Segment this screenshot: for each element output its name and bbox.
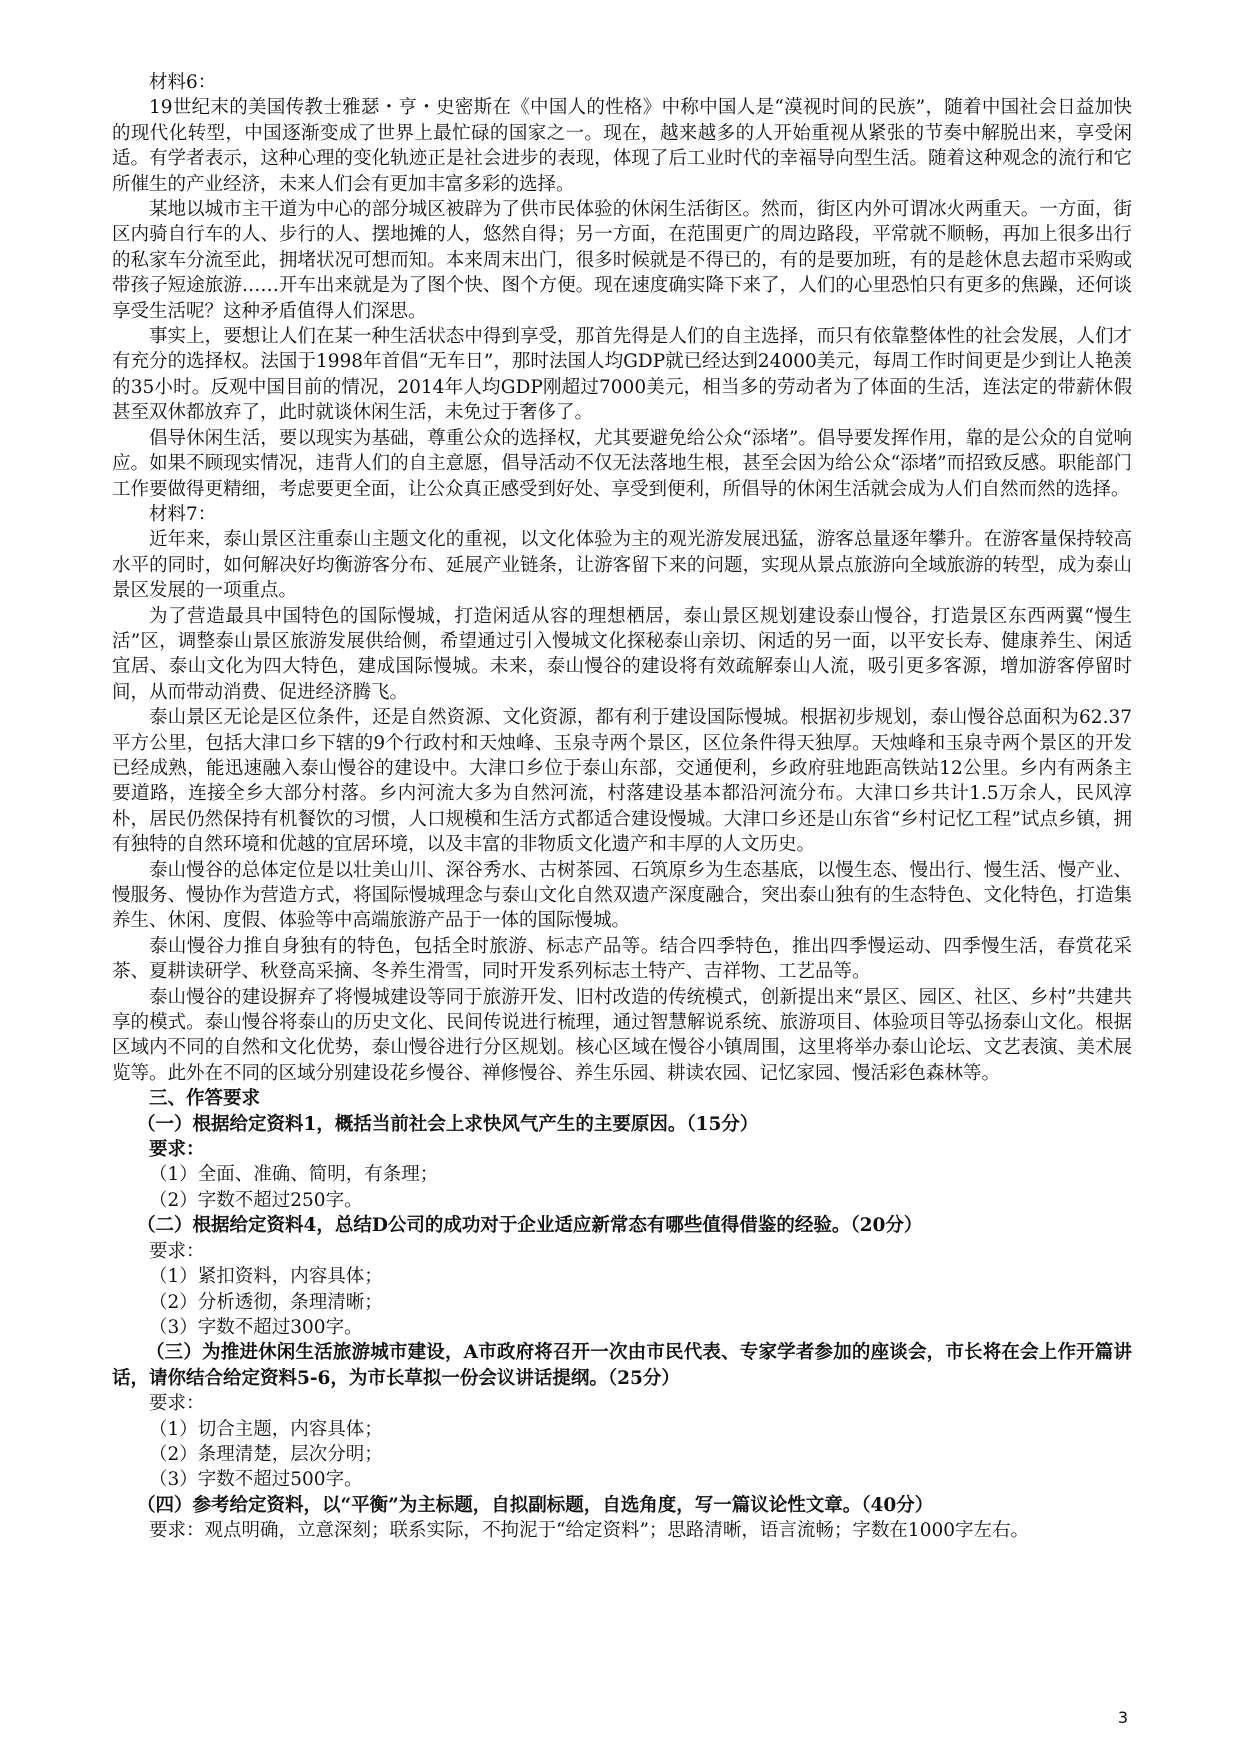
material-7-paragraph: 泰山慢谷的总体定位是以壮美山川、深谷秀水、古树茶园、石筑原乡为生态基底，以慢生态、慢出行、慢生活、慢产业、慢服务、慢协作为营造方式，将国际慢城理念与泰山文化自然双遗产深度融合，突出泰山独有的生态特色、文化特色，打造集养生、休闲、度假、体验等中高端旅游产品于一体的国际慢城。 xyxy=(112,859,1132,932)
document-body xyxy=(112,70,1132,1544)
requirement-item: （1）紧扣资料，内容具体； xyxy=(149,1266,383,1288)
question-2: （二）根据给定资料4，总结D公司的成功对于企业适应新常态有哪些值得借鉴的经验。（20分） xyxy=(137,1215,923,1237)
requirement-item: （2）条理清楚，层次分明； xyxy=(149,1443,383,1465)
material-6-paragraph: 某地以城市主干道为中心的部分城区被辟为了供市民体验的休闲生活街区。然而，街区内外可谓冰火两重天。一方面，街区内骑自行车的人、步行的人、摆地摊的人，悠然自得；另一方面，在范围更广的周边路段，平常就不顺畅，再加上很多出行的私家车分流至此，拥堵状况可想而知。本来周末出门，很多时候就是不得已的，有的是要加班，有的是趁休息去超市采购或带孩子短途旅游……开车出来就是为了图个快、图个方便。现在速度确实降下来了，人们的心里恐怕只有更多的焦躁，还何谈享受生活呢？这种矛盾值得人们深思。 xyxy=(112,199,1132,322)
material-6-paragraph: 倡导休闲生活，要以现实为基础，尊重公众的选择权，尤其要避免给公众“添堵”。倡导要发挥作用，靠的是公众的自觉响应。如果不顾现实情况，违背人们的自主意愿，倡导活动不仅无法落地生根，甚至会因为给公众“添堵”而招致反感。职能部门工作要做得更精细，考虑要更全面，让公众真正感受到好处、享受到便利，所倡导的休闲生活就会成为人们自然而然的选择。 xyxy=(112,427,1132,500)
question-2-requirements-label: 要求： xyxy=(149,1240,205,1262)
requirement-item: （3）字数不超过300字。 xyxy=(149,1316,363,1338)
question-4-requirements: 要求：观点明确，立意深刻；联系实际，不拘泥于“给定资料”；思路清晰，语言流畅；字数在1000字左右。 xyxy=(149,1520,1030,1542)
requirement-item: （2）字数不超过250字。 xyxy=(149,1189,363,1211)
question-1-requirements-label: 要求： xyxy=(149,1139,205,1161)
material-7-title: 材料7： xyxy=(149,503,217,525)
question-4: （四）参考给定资料，以“平衡”为主标题，自拟副标题，自选角度，写一篇议论性文章。（40分） xyxy=(137,1494,934,1516)
requirement-item: （3）字数不超过500字。 xyxy=(149,1469,363,1491)
material-7-paragraph: 泰山慢谷力推自身独有的特色，包括全时旅游、标志产品等。结合四季特色，推出四季慢运动、四季慢生活，春赏花采茶、夏耕读研学、秋登高采摘、冬养生滑雪，同时开发系列标志土特产、吉祥物、工艺品等。 xyxy=(112,935,1132,983)
question-3-requirements-label: 要求： xyxy=(149,1393,205,1415)
material-6-title: 材料6： xyxy=(149,72,217,93)
material-6-paragraph: 事实上，要想让人们在某一种生活状态中得到享受，那首先得是人们的自主选择，而只有依靠整体性的社会发展，人们才有充分的选择权。法国于1998年首倡“无车日”，那时法国人均GDP就已经达到24000美元，每周工作时间更是少到让人艳羡的35小时。反观中国目前的情况，2014年人均GDP刚超过7000美元，相当多的劳动者为了体面的生活，连法定的带薪休假甚至双休都放弃了，此时就谈休闲生活，未免过于奢侈了。 xyxy=(112,326,1132,424)
question-1: （一）根据给定资料1，概括当前社会上求快风气产生的主要原因。（15分） xyxy=(137,1113,759,1135)
material-7-paragraph: 为了营造最具中国特色的国际慢城，打造闲适从容的理想栖居，泰山景区规划建设泰山慢谷，打造景区东西两翼“慢生活”区，调整泰山景区旅游发展供给侧，希望通过引入慢城文化探秘泰山亲切、闲适的另一面，以平安长寿、健康养生、闲适宜居、泰山文化为四大特色，建成国际慢城。未来，泰山慢谷的建设将有效疏解泰山人流，吸引更多客源，增加游客停留时间，从而带动消费、促进经济腾飞。 xyxy=(112,605,1132,703)
question-3: （三）为推进休闲生活旅游城市建设，A市政府将召开一次由市民代表、专家学者参加的座谈会，市长将在会上作开篇讲话，请你结合给定资料5-6，为市长草拟一份会议讲话提纲。（25分） xyxy=(112,1342,1132,1389)
requirement-item: （2）分析透彻，条理清晰； xyxy=(149,1291,383,1313)
page-number: 3 xyxy=(1117,1708,1128,1727)
section-heading: 三、作答要求 xyxy=(149,1088,261,1110)
requirement-item: （1）全面、准确、简明，有条理； xyxy=(149,1164,439,1186)
material-6-paragraph: 19世纪末的美国传教士雅瑟・亨・史密斯在《中国人的性格》中称中国人是“漠视时间的民族”，随着中国社会日益加快的现代化转型，中国逐渐变成了世界上最忙碌的国家之一。现在，越来越多的人开始重视从紧张的节奏中解脱出来，享受闲适。有学者表示，这种心理的变化轨迹正是社会进步的表现，体现了后工业时代的幸福导向型生活。随着这种观念的流行和它所催生的产业经济，未来人们会有更加丰富多彩的选择。 xyxy=(112,97,1132,195)
material-7-paragraph: 近年来，泰山景区注重泰山主题文化的重视，以文化体验为主的观光游发展迅猛，游客总量逐年攀升。在游客量保持较高水平的同时，如何解决好均衡游客分布、延展产业链条，让游客留下来的问题，实现从景点旅游向全域旅游的转型，成为泰山景区发展的一项重点。 xyxy=(112,529,1132,602)
material-7-paragraph: 泰山慢谷的建设摒弃了将慢城建设等同于旅游开发、旧村改造的传统模式，创新提出来“景区、园区、社区、乡村”共建共享的模式。泰山慢谷将泰山的历史文化、民间传说进行梳理，通过智慧解说系统、旅游项目、体验项目等弘扬泰山文化。根据区域内不同的自然和文化优势，泰山慢谷进行分区规划。核心区域在慢谷小镇周围，这里将举办泰山论坛、文艺表演、美术展览等。此外在不同的区域分别建设花乡慢谷、禅修慢谷、养生乐园、耕读农园、记忆家园、慢活彩色森林等。 xyxy=(112,986,1132,1084)
material-7-paragraph: 泰山景区无论是区位条件，还是自然资源、文化资源，都有利于建设国际慢城。根据初步规划，泰山慢谷总面积为62.37平方公里，包括大津口乡下辖的9个行政村和天烛峰、玉泉寺两个景区，区位条件得天独厚。天烛峰和玉泉寺两个景区的开发已经成熟，能迅速融入泰山慢谷的建设中。大津口乡位于泰山东部，交通便利，乡政府驻地距高铁站12公里。乡内有两条主要道路，连接全乡大部分村落。乡内河流大多为自然河流，村落建设基本都沿河流分布。大津口乡共计1.5万余人，民风淳朴，居民仍然保持有机餐饮的习惯，人口规模和生活方式都适合建设慢城。大津口乡还是山东省“乡村记忆工程”试点乡镇，拥有独特的自然环境和优越的宜居环境，以及丰富的非物质文化遗产和丰厚的人文历史。 xyxy=(112,707,1132,856)
requirement-item: （1）切合主题，内容具体； xyxy=(149,1418,383,1440)
